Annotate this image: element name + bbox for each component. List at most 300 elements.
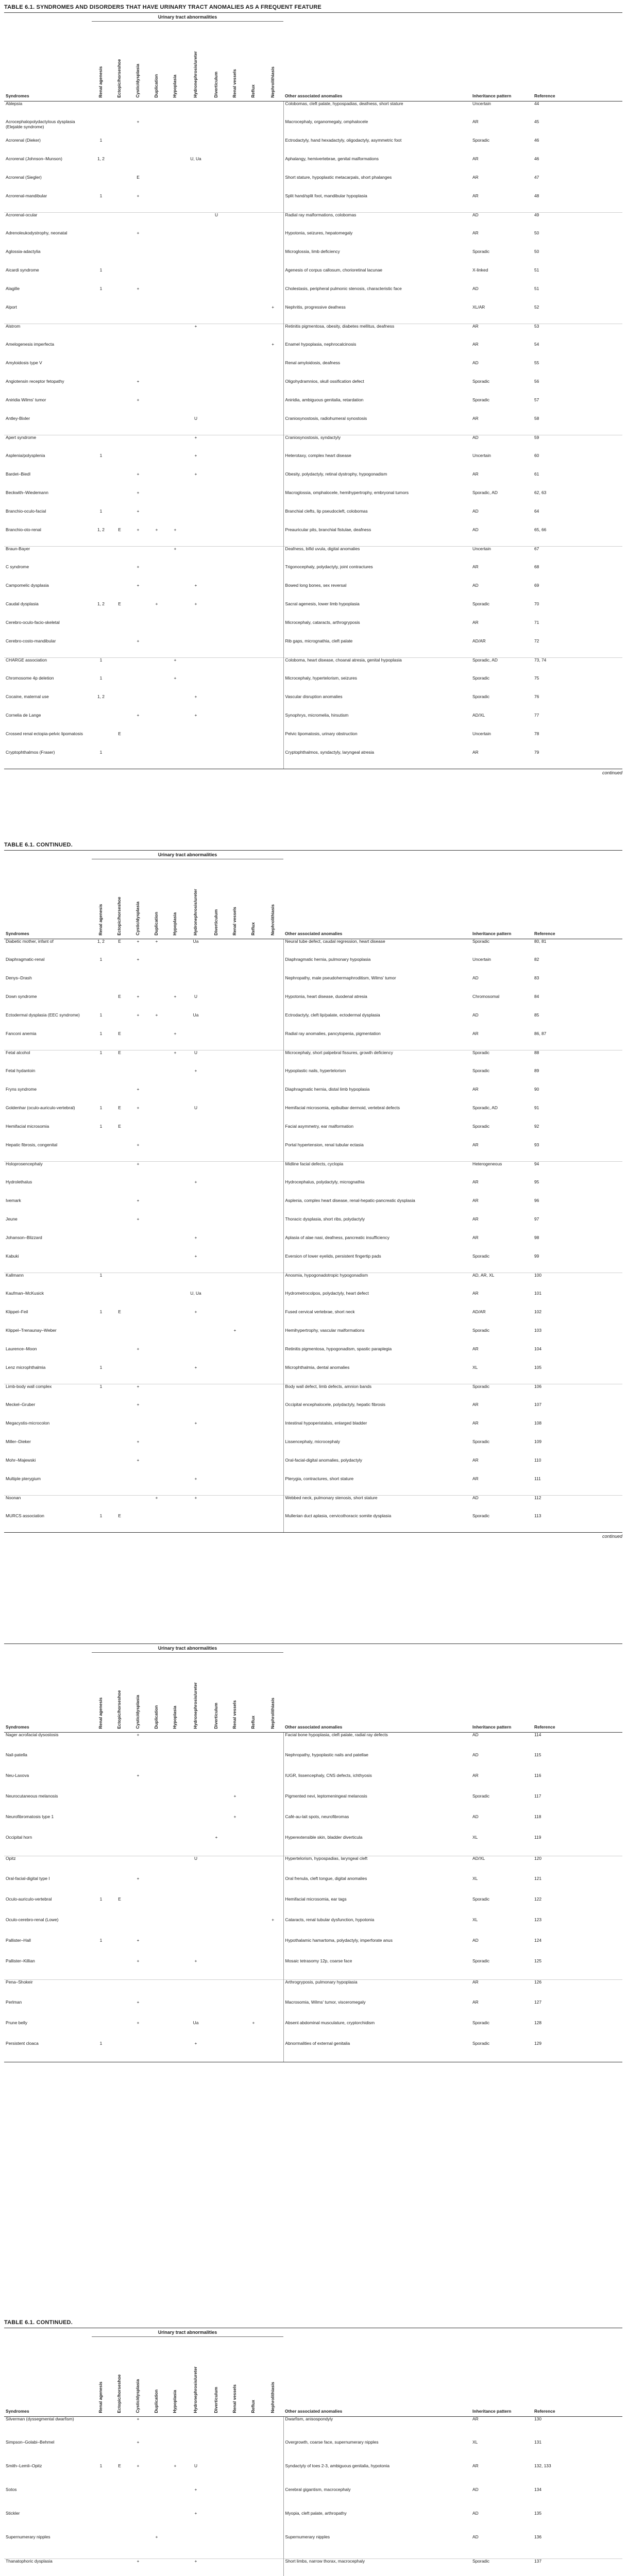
inheritance-pattern: AD (472, 1815, 479, 1820)
table-row (4, 398, 622, 416)
feature-cell (166, 1876, 184, 1897)
feature-cell (147, 1069, 166, 1087)
feature-cell (147, 1815, 166, 1835)
feature-cell (92, 1402, 110, 1421)
inheritance-pattern: Sporadic (472, 694, 490, 700)
reference: 102 (534, 1310, 541, 1315)
feature-cell (207, 1384, 226, 1402)
syndrome-name: Crossed renal ectopia-pelvic lipomatosis (6, 732, 83, 737)
feature-cell (263, 1439, 283, 1458)
feature-cell (147, 2487, 166, 2511)
feature-cell (147, 268, 166, 286)
feature-cell (110, 957, 129, 976)
syndrome-name: Lenz microphthalmia (6, 1365, 46, 1370)
feature-cell (110, 1773, 129, 1794)
feature-cell: 1 (99, 2464, 103, 2469)
table-row (4, 1458, 622, 1477)
feature-cell (244, 101, 263, 120)
feature-cell (263, 361, 283, 379)
feature-cell (263, 2535, 283, 2558)
feature-cell (166, 1347, 184, 1365)
inheritance-pattern: Sporadic (472, 602, 490, 607)
table-row (4, 1753, 622, 1773)
syndrome-name: Laurence–Moon (6, 1347, 37, 1352)
feature-cell (92, 1477, 110, 1495)
associated-anomalies: Craniosynostosis, syndactyly (283, 435, 471, 453)
group-header: Urinary tract abnormalities (92, 2328, 283, 2337)
feature-cell (92, 1180, 110, 1198)
feature-cell (263, 1402, 283, 1421)
feature-cell (166, 976, 184, 994)
feature-cell (147, 1856, 166, 1876)
inheritance-pattern: Sporadic (472, 138, 490, 143)
feature-cell: U, Ua (190, 157, 201, 162)
feature-cell (263, 976, 283, 994)
feature-cell (166, 157, 184, 175)
feature-cell (263, 453, 283, 472)
associated-anomalies: Asplenia, complex heart disease, renal-hepatic-pancreatic dysplasia (283, 1198, 471, 1217)
inheritance-pattern: AR (472, 2416, 479, 2421)
feature-cell (92, 490, 110, 509)
feature-cell (110, 1273, 129, 1291)
syndrome-name: Acrorenal-ocular (4, 212, 92, 231)
feature-cell (92, 1421, 110, 1439)
feature-cell (263, 957, 283, 976)
feature-cell (244, 157, 263, 175)
feature-cell (207, 976, 226, 994)
feature-cell (147, 1918, 166, 1938)
table-row (4, 1876, 622, 1897)
feature-cell: + (174, 676, 177, 681)
feature-cell (263, 939, 283, 957)
feature-cell (147, 1477, 166, 1495)
feature-cell (110, 1794, 129, 1815)
feature-cell (244, 472, 263, 490)
feature-cell: E (110, 1514, 129, 1532)
reference: 98 (534, 1235, 539, 1241)
data-table (4, 1643, 622, 2062)
feature-cell (147, 1198, 166, 1217)
syndrome-name: Oral-facial-digital type I (6, 1876, 50, 1882)
feature-cell (244, 1918, 263, 1938)
feature-cell (110, 472, 129, 490)
feature-cell (184, 2416, 207, 2440)
feature-cell (166, 583, 184, 602)
feature-cell (207, 620, 226, 639)
inheritance-pattern: Sporadic (472, 1794, 490, 1799)
feature-cell (244, 138, 263, 157)
reference: 101 (534, 1291, 541, 1296)
associated-anomalies: Enamel hypoplasia, nephrocalcinosis (283, 342, 471, 361)
feature-cell (92, 2558, 110, 2576)
feature-cell: 1 (99, 957, 103, 962)
feature-cell (226, 546, 244, 565)
feature-cell (184, 1439, 207, 1458)
feature-cell (92, 101, 110, 120)
feature-cell (226, 676, 244, 694)
table-row (4, 1384, 622, 1402)
table-3-block (4, 1643, 622, 2062)
feature-cell (226, 324, 244, 342)
feature-cell (129, 1794, 147, 1815)
feature-cell (110, 657, 129, 676)
feature-cell (244, 1347, 263, 1365)
reference: 69 (534, 583, 539, 588)
feature-cell (207, 657, 226, 676)
associated-anomalies: Midline facial defects, cyclopia (283, 1161, 471, 1180)
feature-cell (226, 472, 244, 490)
feature-cell: + (137, 1876, 140, 1882)
reference: 106 (533, 1384, 622, 1402)
feature-cell (129, 1310, 147, 1328)
feature-cell (129, 1514, 147, 1532)
feature-cell (226, 286, 244, 305)
feature-cell (147, 398, 166, 416)
inheritance-pattern: AD (472, 1013, 479, 1018)
feature-cell (263, 1180, 283, 1198)
feature-cell (226, 1087, 244, 1106)
feature-cell: 1 (92, 1384, 110, 1402)
feature-cell: 1 (92, 2041, 110, 2062)
table-row (4, 1161, 622, 1180)
feature-cell (147, 2041, 166, 2062)
inheritance-pattern: AR (471, 750, 533, 769)
feature-cell (110, 546, 129, 565)
feature-cell (92, 1773, 110, 1794)
feature-cell (110, 1217, 129, 1235)
feature-cell (184, 657, 207, 676)
feature-cell (244, 2535, 263, 2558)
feature-cell (226, 194, 244, 212)
feature-cell (166, 453, 184, 472)
feature-cell (226, 1180, 244, 1198)
table-row (4, 1013, 622, 1031)
feature-cell (226, 2000, 244, 2021)
table-row (4, 1217, 622, 1235)
reference: 86, 87 (534, 1031, 547, 1037)
feature-cell (207, 1106, 226, 1124)
feature-cell: U, Ua (190, 1291, 201, 1296)
feature-cell (226, 305, 244, 324)
inheritance-pattern: XL (472, 1918, 478, 1923)
feature-cell (244, 694, 263, 713)
inheritance-pattern: AD (472, 2487, 479, 2493)
syndrome-name: Klippel–Feil (6, 1310, 28, 1315)
feature-cell (184, 249, 207, 268)
feature-cell (184, 231, 207, 249)
feature-cell (166, 2416, 184, 2440)
feature-cell (263, 2511, 283, 2535)
feature-cell (184, 1732, 207, 1753)
syndrome-name: Amelogenesis imperfecta (6, 342, 55, 347)
table-row (4, 2558, 622, 2576)
syndrome-name: Branchio-oto-renal (6, 528, 41, 533)
feature-cell: + (137, 490, 140, 496)
feature-cell: U (194, 2464, 198, 2469)
feature-cell (244, 324, 263, 342)
table-row (4, 976, 622, 994)
associated-anomalies: Hypoplastic nails, hypertelorism (283, 1069, 471, 1087)
feature-cell (263, 694, 283, 713)
feature-cell (166, 1753, 184, 1773)
feature-cell (184, 1918, 207, 1938)
feature-cell (92, 249, 110, 268)
feature-cell (166, 1856, 184, 1876)
table-row (4, 732, 622, 750)
inheritance-pattern: AR (472, 565, 479, 570)
feature-cell (244, 361, 263, 379)
inheritance-pattern: AD/XL (471, 1856, 533, 1876)
feature-cell (110, 583, 129, 602)
feature-cell (166, 1069, 184, 1087)
reference: 94 (533, 1161, 622, 1180)
syndrome-name: Denys–Drash (6, 976, 32, 981)
syndrome-name: Alagille (6, 286, 20, 292)
reference: 91 (534, 1106, 539, 1111)
column-header: Reference (533, 1653, 622, 1733)
feature-cell (184, 305, 207, 324)
column-header-label: Reflux (250, 2400, 256, 2413)
feature-cell (263, 732, 283, 750)
associated-anomalies: Hyperextensible skin, bladder diverticula (283, 1835, 471, 1856)
feature-cell: 1, 2 (97, 602, 105, 607)
feature-cell (207, 138, 226, 157)
feature-cell (129, 1124, 147, 1143)
feature-cell (129, 101, 147, 120)
feature-cell (92, 639, 110, 657)
feature-cell (226, 976, 244, 994)
feature-cell (110, 361, 129, 379)
feature-cell (110, 1143, 129, 1161)
feature-cell: + (137, 1347, 140, 1352)
feature-cell (129, 1273, 147, 1291)
reference: 107 (534, 1402, 541, 1408)
associated-anomalies: Agenesis of corpus callosum, chorioretinal lacunae (283, 268, 471, 286)
inheritance-pattern: AR (472, 1198, 479, 1204)
feature-cell (207, 268, 226, 286)
feature-cell (147, 1876, 166, 1897)
syndrome-name: Mohr–Majewski (6, 1458, 36, 1463)
feature-cell (184, 1273, 207, 1291)
feature-cell (263, 2416, 283, 2440)
feature-cell (166, 1458, 184, 1477)
feature-cell (226, 1106, 244, 1124)
syndrome-name: Cryptophthalmos (Fraser) (4, 750, 92, 769)
column-header-label: Reflux (250, 1716, 256, 1729)
syndrome-name: Holoprosencephaly (4, 1161, 92, 1180)
syndrome-name: Jeune (6, 1217, 18, 1222)
feature-cell (129, 1254, 147, 1273)
associated-anomalies: Bowed long bones, sex reversal (283, 583, 471, 602)
feature-cell (110, 305, 129, 324)
feature-cell: + (137, 2416, 140, 2421)
syndrome-name: Cerebro-costo-mandibular (6, 639, 56, 644)
feature-cell (263, 324, 283, 342)
feature-cell (147, 565, 166, 583)
column-header (226, 859, 244, 939)
feature-cell (263, 2464, 283, 2487)
syndrome-name: Fryns syndrome (6, 1087, 37, 1092)
syndrome-name: Johanson–Blizzard (6, 1235, 42, 1241)
feature-cell: E (118, 939, 121, 944)
column-header: Syndromes (4, 859, 92, 939)
feature-cell (147, 379, 166, 398)
feature-cell (129, 602, 147, 620)
feature-cell (244, 398, 263, 416)
feature-cell: + (137, 120, 140, 125)
feature-cell (147, 416, 166, 435)
feature-cell (263, 2041, 283, 2062)
feature-cell (166, 1439, 184, 1458)
feature-cell (92, 2000, 110, 2021)
feature-cell: + (233, 1328, 236, 1333)
feature-cell (244, 1013, 263, 1031)
table-row (4, 490, 622, 509)
feature-cell: + (194, 1959, 197, 1964)
continued-label: continued (602, 770, 622, 775)
feature-cell (92, 1959, 110, 1979)
feature-cell (263, 2558, 283, 2576)
inheritance-pattern: AR (472, 1402, 479, 1408)
feature-cell (207, 1087, 226, 1106)
feature-cell (226, 2558, 244, 2576)
feature-cell (147, 138, 166, 157)
column-header (207, 2337, 226, 2417)
feature-cell (147, 1273, 166, 1291)
reference: 49 (533, 212, 622, 231)
associated-anomalies: Diaphragmatic hernia, pulmonary hypoplasia (283, 957, 471, 976)
feature-cell (226, 379, 244, 398)
feature-cell (166, 1835, 184, 1856)
reference: 47 (534, 175, 539, 180)
feature-cell (92, 1347, 110, 1365)
feature-cell (147, 1087, 166, 1106)
inheritance-pattern: AR (472, 120, 479, 125)
feature-cell (263, 994, 283, 1013)
feature-cell (110, 620, 129, 639)
feature-cell: 1 (92, 1273, 110, 1291)
column-header (129, 859, 147, 939)
reference: 68 (534, 565, 539, 570)
feature-cell (147, 120, 166, 138)
feature-cell (147, 1938, 166, 1959)
associated-anomalies: Retinitis pigmentosa, obesity, diabetes mellitus, deafness (283, 324, 471, 342)
feature-cell: + (272, 1918, 275, 1923)
feature-cell: 1 (99, 268, 103, 273)
feature-cell (184, 398, 207, 416)
feature-cell (147, 1254, 166, 1273)
feature-cell (263, 1106, 283, 1124)
reference: 67 (533, 546, 622, 565)
feature-cell (244, 379, 263, 398)
feature-cell (129, 1979, 147, 2000)
column-header (244, 1653, 263, 1733)
feature-cell: 1 (99, 1124, 103, 1129)
feature-cell: + (137, 1143, 140, 1148)
associated-anomalies: IUGR, lissencephaly, CNS defects, ichthyosis (283, 1773, 471, 1794)
syndrome-name: Diaphragmatic-renal (6, 957, 45, 962)
inheritance-pattern: XL (472, 1835, 478, 1840)
feature-cell (129, 212, 147, 231)
inheritance-pattern: AD/XL (472, 713, 485, 718)
feature-cell (207, 1856, 226, 1876)
column-header-label: Cystic/dysplasia (135, 902, 141, 936)
feature-cell (226, 1384, 244, 1402)
feature-cell (166, 324, 184, 342)
column-header-label: Hydronephrosis/ureter (193, 889, 198, 936)
feature-cell (244, 2440, 263, 2464)
associated-anomalies: Aphalangy, hemivertebrae, genital malformations (283, 157, 471, 175)
feature-cell: E (118, 1897, 121, 1902)
feature-cell (207, 231, 226, 249)
feature-cell (166, 1384, 184, 1402)
feature-cell (263, 713, 283, 732)
feature-cell (147, 1402, 166, 1421)
feature-cell (207, 2535, 226, 2558)
associated-anomalies: Abnormalities of external genitalia (283, 2041, 471, 2062)
associated-anomalies: Intestinal hypoperistalsis, enlarged bladder (283, 1421, 471, 1439)
feature-cell (207, 1794, 226, 1815)
column-header-label: Renal agenesis (98, 1697, 104, 1729)
reference: 105 (534, 1365, 541, 1370)
associated-anomalies: Mullerian duct aplasia, cervicothoracic somite dysplasia (283, 1514, 471, 1532)
feature-cell (110, 1876, 129, 1897)
feature-cell (207, 435, 226, 453)
feature-cell (92, 2511, 110, 2535)
feature-cell (166, 2511, 184, 2535)
associated-anomalies: Hemifacial microsomia, epibulbar dermoid, vertebral defects (283, 1106, 471, 1124)
reference: 104 (534, 1347, 541, 1352)
reference: 111 (534, 1477, 541, 1482)
feature-cell (244, 435, 263, 453)
table-row (4, 620, 622, 639)
column-header (110, 859, 129, 939)
syndrome-name: Hepatic fibrosis, congenital (6, 1143, 58, 1148)
column-header (226, 1653, 244, 1733)
feature-cell (263, 1217, 283, 1235)
feature-cell (226, 1050, 244, 1069)
feature-cell (166, 138, 184, 157)
feature-cell (226, 1347, 244, 1365)
feature-cell (207, 2440, 226, 2464)
feature-cell (207, 2416, 226, 2440)
reference: 52 (534, 305, 539, 310)
feature-cell (166, 286, 184, 305)
column-header (184, 1653, 207, 1733)
associated-anomalies: Anosmia, hypogonadotropic hypogonadism (283, 1273, 471, 1291)
associated-anomalies: Microphthalmia, dental anomalies (283, 1365, 471, 1384)
feature-cell (184, 1143, 207, 1161)
syndrome-name: Hemifacial microsomia (6, 1124, 49, 1129)
feature-cell: + (194, 583, 197, 588)
feature-cell (166, 1180, 184, 1198)
feature-cell (110, 1347, 129, 1365)
feature-cell (226, 1198, 244, 1217)
associated-anomalies: Obesity, polydactyly, retinal dystrophy, hypogonadism (283, 472, 471, 490)
feature-cell (110, 1856, 129, 1876)
feature-cell (244, 565, 263, 583)
column-header: Reference (533, 859, 622, 939)
syndrome-name: Limb-body wall complex (4, 1384, 92, 1402)
table-row (4, 1835, 622, 1856)
syndrome-name: Stickler (6, 2511, 20, 2516)
feature-cell (166, 1794, 184, 1815)
feature-cell (263, 286, 283, 305)
table-row (4, 1087, 622, 1106)
inheritance-pattern: AR (471, 1979, 533, 2000)
feature-cell (207, 2464, 226, 2487)
table-row (4, 249, 622, 268)
